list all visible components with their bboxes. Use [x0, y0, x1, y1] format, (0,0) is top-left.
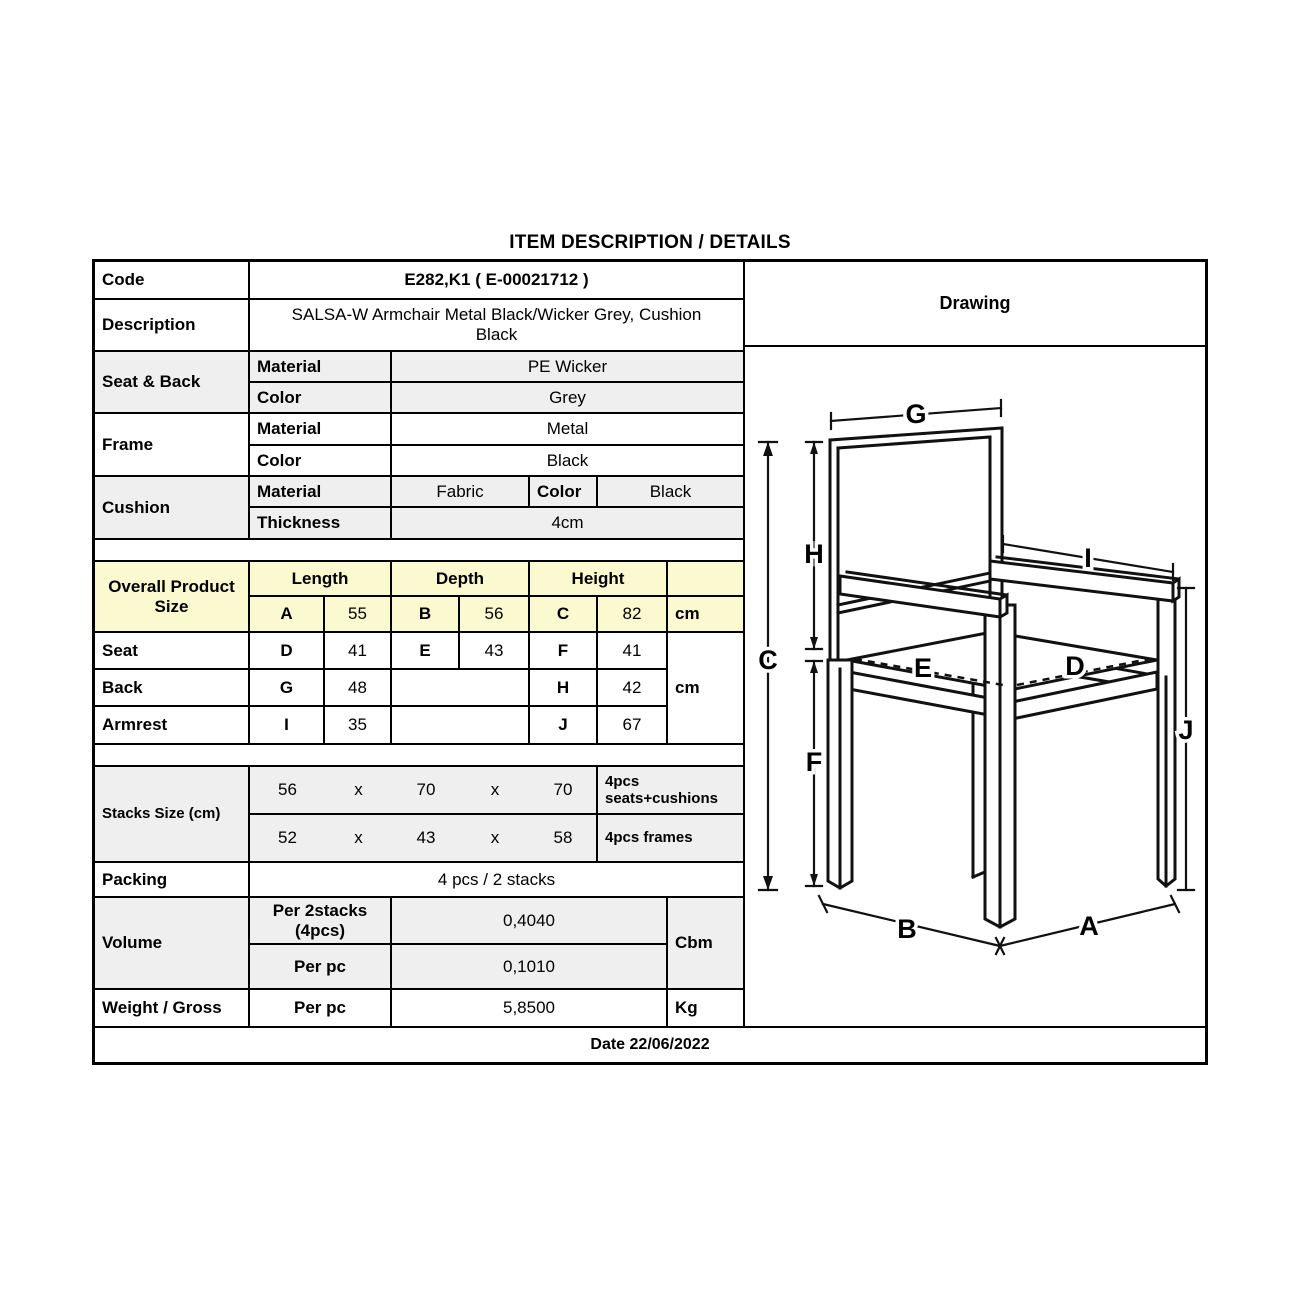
- armrest-row-empty-cell: [392, 707, 530, 745]
- dim-value-H: 42: [598, 670, 668, 707]
- code-value: E282,K1 ( E-00021712 ): [250, 262, 745, 300]
- overall-unit: cm: [668, 597, 745, 633]
- seat-back-color-value: Grey: [392, 383, 745, 414]
- cushion-thickness-value: 4cm: [392, 508, 745, 540]
- drawing-label-D: D: [1065, 651, 1085, 681]
- dim-letter-E: E: [392, 633, 460, 670]
- volume-row1-value: 0,4040: [392, 898, 668, 945]
- dim-value-J: 67: [598, 707, 668, 745]
- dim-value-C: 82: [598, 597, 668, 633]
- seat-back-material-label: Material: [250, 352, 392, 383]
- drawing-label-C: C: [758, 645, 778, 675]
- spacer-row: [95, 745, 745, 767]
- dim-letter-J: J: [530, 707, 598, 745]
- back-row-label: Back: [95, 670, 250, 707]
- weight-key: Per pc: [250, 990, 392, 1028]
- dim-letter-D: D: [250, 633, 325, 670]
- stack1-dim3: 70: [530, 767, 598, 815]
- dim-letter-I: I: [250, 707, 325, 745]
- drawing-label-E: E: [913, 653, 933, 683]
- seat-back-color-label: Color: [250, 383, 392, 414]
- volume-label: Volume: [95, 898, 250, 990]
- seat-back-material-value: PE Wicker: [392, 352, 745, 383]
- date-row: Date 22/06/2022: [590, 1036, 710, 1053]
- dims-unit: cm: [668, 633, 745, 745]
- stack2-dim1: 52: [250, 815, 325, 863]
- stacks-label: Stacks Size (cm): [95, 767, 250, 863]
- stack2-dim3: 58: [530, 815, 598, 863]
- length-header: Length: [250, 562, 392, 597]
- dim-letter-G: G: [250, 670, 325, 707]
- dim-value-B: 56: [460, 597, 530, 633]
- frame-color-value: Black: [392, 446, 745, 477]
- description-label: Description: [95, 300, 250, 352]
- dim-letter-H: H: [530, 670, 598, 707]
- cushion-material-value: Fabric: [392, 477, 530, 508]
- details-table: [95, 262, 745, 1028]
- chair-line-art: [828, 428, 1179, 927]
- dim-letter-C: C: [530, 597, 598, 633]
- volume-row2-key: Per pc: [250, 945, 392, 990]
- spacer-row: [95, 540, 745, 562]
- stack1-x1: x: [325, 767, 392, 815]
- stack2-dim2: 43: [392, 815, 460, 863]
- drawing-label-H: H: [804, 539, 824, 569]
- armrest-row-label: Armrest: [95, 707, 250, 745]
- stack1-dim1: 56: [250, 767, 325, 815]
- dim-value-A: 55: [325, 597, 392, 633]
- cushion-thickness-label: Thickness: [250, 508, 392, 540]
- cushion-label: Cushion: [95, 477, 250, 540]
- frame-material-value: Metal: [392, 414, 745, 446]
- drawing-panel: [745, 262, 1205, 1028]
- volume-unit: Cbm: [668, 898, 745, 990]
- dim-letter-A: A: [250, 597, 325, 633]
- overall-size-label: Overall Product Size: [95, 562, 250, 633]
- cushion-color-value: Black: [598, 477, 745, 508]
- size-header-empty-cell: [668, 562, 745, 597]
- stack2-x2: x: [460, 815, 530, 863]
- chair-technical-drawing: [745, 347, 1205, 1024]
- frame-color-label: Color: [250, 446, 392, 477]
- dim-letter-B: B: [392, 597, 460, 633]
- volume-row2-value: 0,1010: [392, 945, 668, 990]
- drawing-label-I: I: [1084, 543, 1092, 573]
- description-value: SALSA-W Armchair Metal Black/Wicker Grey, Cushion Black: [250, 300, 745, 352]
- dim-value-I: 35: [325, 707, 392, 745]
- stack2-x1: x: [325, 815, 392, 863]
- drawing-header: Drawing: [745, 262, 1205, 347]
- spec-sheet: [92, 259, 1208, 1065]
- cushion-material-label: Material: [250, 477, 392, 508]
- stack1-x2: x: [460, 767, 530, 815]
- page-title: ITEM DESCRIPTION / DETAILS: [509, 232, 791, 253]
- cushion-color-label: Color: [530, 477, 598, 508]
- dim-value-E: 43: [460, 633, 530, 670]
- seat-back-label: Seat & Back: [95, 352, 250, 414]
- dim-value-G: 48: [325, 670, 392, 707]
- stack1-dim2: 70: [392, 767, 460, 815]
- dim-letter-F: F: [530, 633, 598, 670]
- frame-material-label: Material: [250, 414, 392, 446]
- stack1-note: 4pcs seats+cushions: [598, 767, 745, 815]
- weight-value: 5,8500: [392, 990, 668, 1028]
- drawing-label-J: J: [1178, 715, 1194, 745]
- weight-unit: Kg: [668, 990, 745, 1028]
- packing-label: Packing: [95, 863, 250, 898]
- stack2-note: 4pcs frames: [598, 815, 745, 863]
- frame-label: Frame: [95, 414, 250, 477]
- code-label: Code: [95, 262, 250, 300]
- height-header: Height: [530, 562, 668, 597]
- drawing-body: [745, 347, 1205, 1026]
- dim-value-D: 41: [325, 633, 392, 670]
- weight-label: Weight / Gross: [95, 990, 250, 1028]
- drawing-label-A: A: [1079, 911, 1099, 941]
- drawing-label-G: G: [905, 399, 927, 429]
- volume-row1-key: Per 2stacks (4pcs): [250, 898, 392, 945]
- back-row-empty-cell: [392, 670, 530, 707]
- drawing-label-F: F: [805, 747, 823, 777]
- seat-row-label: Seat: [95, 633, 250, 670]
- drawing-label-B: B: [897, 914, 917, 944]
- packing-value: 4 pcs / 2 stacks: [250, 863, 745, 898]
- dim-value-F: 41: [598, 633, 668, 670]
- depth-header: Depth: [392, 562, 530, 597]
